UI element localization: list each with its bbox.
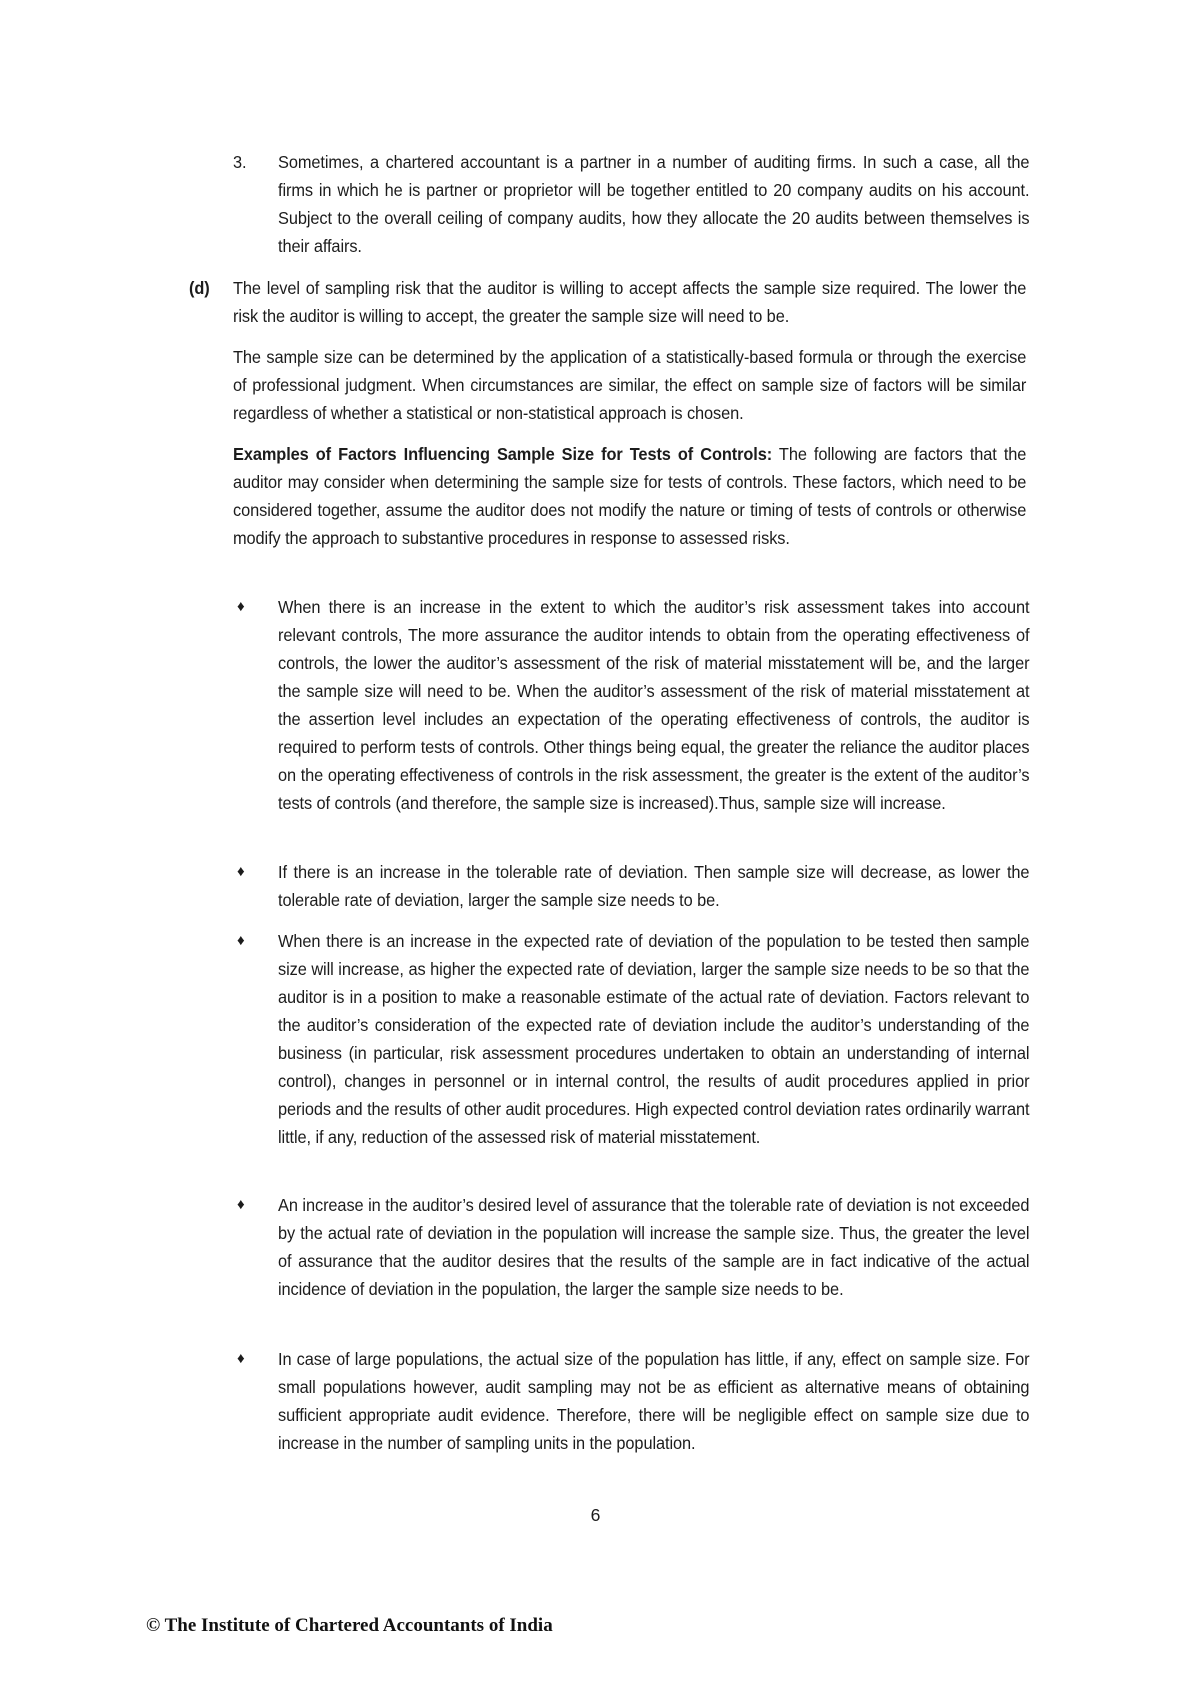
bullet-diamond-icon: ♦ [237, 598, 245, 615]
bullet-text: When there is an increase in the expected rate of deviation of the population to be tested then sample size will increase, as higher the expected rate of deviation, larger the sample size needs to be so that the auditor is in a position to make a reasonable estimate of the actual rate of deviation. Factors relevant to the auditor’s consideration of the expected rate of deviation include the auditor’s understanding of the business (in particular, risk assessment procedures undertaken to obtain an understanding of internal control), changes in personnel or in internal control, the results of audit procedures applied in prior periods and the results of other audit procedures. High expected control deviation rates ordinarily warrant little, if any, reduction of the assessed risk of material misstatement. [278, 931, 1030, 1147]
bullet-diamond-icon: ♦ [237, 1196, 245, 1213]
factors-heading: Examples of Factors Influencing Sample Size for Tests of Controls: [233, 444, 773, 464]
bullet-diamond-icon: ♦ [237, 1350, 245, 1367]
item-text: Sometimes, a chartered accountant is a partner in a number of auditing firms. In such a case, all the firms in which he is partner or proprietor will be together entitled to 20 company audits on his account. Subject to the overall ceiling of company audits, how they allocate the 20 audits between themselves is their affairs. [278, 152, 1030, 256]
paragraph-sample-size-determination: The sample size can be determined by the application of a statistically-based formula or through the exercise of professional judgment. When circumstances are similar, the effect on sample size of factors will be similar regardless of whether a statistical or non-statistical approach is chosen. [233, 347, 1027, 423]
factors-intro-text: The following are factors that the auditor may consider when determining the sample size for tests of controls. These factors, which need to be considered together, assume the auditor does not modify the nature or timing of tests of controls or otherwise modify the approach to substantive procedures in response to assessed risks. [233, 444, 1027, 548]
item-number: 3. [233, 152, 247, 172]
bullet-text: In case of large populations, the actual size of the population has little, if any, effect on sample size. For small populations however, audit sampling may not be as efficient as alternative means of obtaining sufficient appropriate audit evidence. Therefore, there will be negligible effect on sample size due to increase in the number of sampling units in the population. [278, 1349, 1030, 1453]
page-number: 6 [590, 1505, 601, 1525]
bullet-text: If there is an increase in the tolerable rate of deviation. Then sample size will decrease, as lower the tolerable rate of deviation, larger the sample size needs to be. [278, 862, 1030, 910]
bullet-text: An increase in the auditor’s desired level of assurance that the tolerable rate of deviation is not exceeded by the actual rate of deviation in the population will increase the sample size. Thus, the greater the level of assurance that the auditor desires that the results of the sample are in fact indicative of the actual incidence of deviation in the population, the larger the sample size needs to be. [278, 1195, 1030, 1299]
paragraph-factors-intro [233, 440, 1026, 552]
copyright-notice: © The Institute of Chartered Accountants of India [146, 1615, 553, 1636]
bullet-diamond-icon: ♦ [237, 932, 245, 949]
bullet-text: When there is an increase in the extent to which the auditor’s risk assessment takes into account relevant controls, The more assurance the auditor intends to obtain from the operating effectiveness of controls, the lower the auditor’s assessment of the risk of material misstatement will be, and the larger the sample size will need to be. When the auditor’s assessment of the risk of material misstatement at the assertion level includes an expectation of the operating effectiveness of controls, the auditor is required to perform tests of controls. Other things being equal, the greater the reliance the auditor places on the operating effectiveness of controls in the risk assessment, the greater is the extent of the auditor’s tests of controls (and therefore, the sample size is increased).Thus, sample size will increase. [278, 597, 1030, 813]
section-label-d: (d) [189, 278, 210, 298]
paragraph-sampling-risk: The level of sampling risk that the auditor is willing to accept affects the sample size required. The lower the risk the auditor is willing to accept, the greater the sample size will need to be. [233, 278, 1027, 326]
bullet-diamond-icon: ♦ [237, 863, 245, 880]
